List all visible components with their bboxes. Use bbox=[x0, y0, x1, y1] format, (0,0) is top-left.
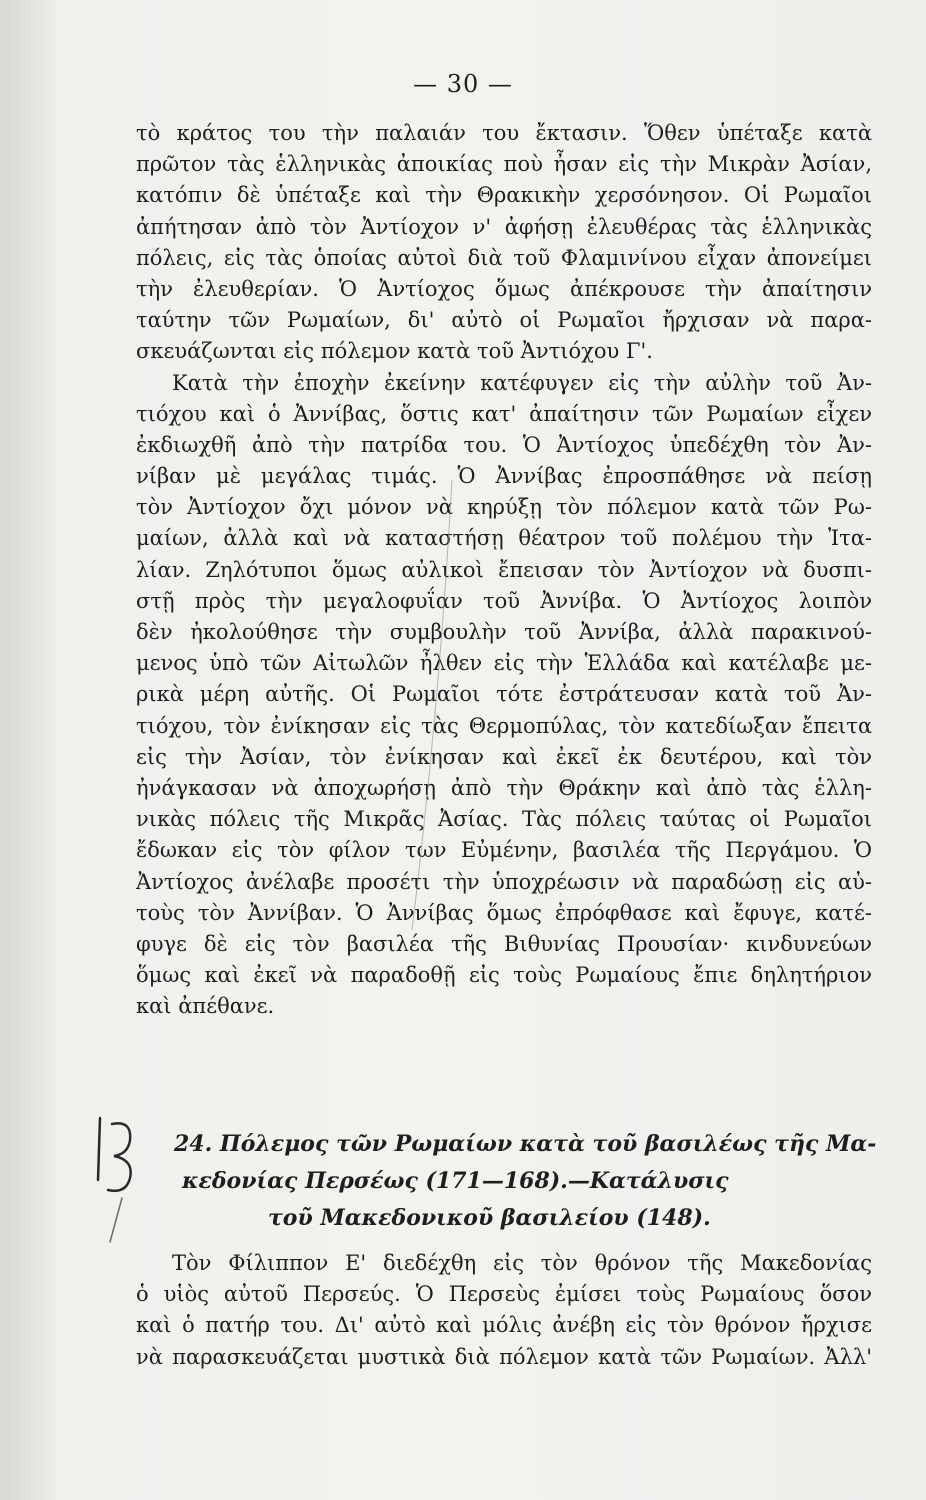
text-line: τὸν Ἀντίοχον ὄχι μόνον νὰ κηρύξῃ τὸν πόλεμον κατὰ τῶν Ρω- bbox=[136, 495, 872, 520]
text-line: πρῶτον τὰς ἑλληνικὰς ἀποικίας ποὺ ἦσαν εἰς τὴν Μικρὰν Ἀσίαν, bbox=[136, 152, 872, 177]
text-line: ἔδωκαν εἰς τὸν φίλον των Εὐμένην, βασιλέα τῆς Περγάμου. Ὁ bbox=[136, 838, 872, 863]
paragraph-2 bbox=[136, 368, 872, 1023]
text-line: νικὰς πόλεις τῆς Μικρᾶς Ἀσίας. Τὰς πόλεις ταύτας οἱ Ρωμαῖοι bbox=[136, 807, 872, 832]
text-line: Ἀντίοχος ἀνέλαβε προσέτι τὴν ὑποχρέωσιν νὰ παραδώσῃ εἰς αὐ- bbox=[136, 869, 872, 894]
text-line: στῇ πρὸς τὴν μεγαλοφυΐαν τοῦ Ἀννίβα. Ὁ Ἀντίοχος λοιπὸν bbox=[136, 588, 872, 613]
heading-line: 24. Πόλεμος τῶν Ρωμαίων κατὰ τοῦ βασιλέως τῆς Μα- bbox=[174, 1131, 877, 1157]
text-line: Τὸν Φίλιππον Ε' διεδέχθη εἰς τὸν θρόνον τῆς Μακεδονίας bbox=[172, 1251, 872, 1275]
text-line: ὅμως καὶ ἐκεῖ νὰ παραδοθῇ εἰς τοὺς Ρωμαίους ἔπιε δηλητήριον bbox=[136, 963, 872, 988]
text-line: καὶ ἀπέθανε. bbox=[136, 994, 275, 1019]
text-line: ταύτην τῶν Ρωμαίων, δι' αὐτὸ οἱ Ρωμαῖοι ἤρχισαν νὰ παρα- bbox=[136, 308, 872, 333]
text-line: φυγε δὲ εἰς τὸν βασιλέα τῆς Βιθυνίας Προυσίαν· κινδυνεύων bbox=[136, 931, 872, 956]
text-line: ὁ υἱὸς αὐτοῦ Περσεύς. Ὁ Περσεὺς ἐμίσει τοὺς Ρωμαίους ὅσον bbox=[136, 1282, 872, 1307]
text-line: Κατὰ τὴν ἐποχὴν ἐκείνην κατέφυγεν εἰς τὴν αὐλὴν τοῦ Ἀν- bbox=[172, 370, 872, 395]
text-line: καὶ ὁ πατήρ του. Δι' αὐτὸ καὶ μόλις ἀνέβη εἰς τὸν θρόνον ἤρχισε bbox=[136, 1313, 872, 1338]
text-line: τὸ κράτος του τὴν παλαιάν του ἔκτασιν. Ὅθεν ὑπέταξε κατὰ bbox=[136, 121, 872, 145]
paragraph-3 bbox=[136, 1248, 872, 1373]
text-line: ρικὰ μέρη αὐτῆς. Οἱ Ρωμαῖοι τότε ἐστράτευσαν κατὰ τοῦ Ἀν- bbox=[136, 682, 872, 707]
main-text bbox=[136, 118, 872, 1022]
text-line: τοὺς τὸν Ἀννίβαν. Ὁ Ἀννίβας ὅμως ἐπρόφθασε καὶ ἔφυγε, κατέ- bbox=[136, 900, 872, 925]
text-line: τιόχου καὶ ὁ Ἀννίβας, ὅστις κατ' ἀπαίτησιν τῶν Ρωμαίων εἶχεν bbox=[136, 401, 872, 426]
text-line: σκευάζωνται εἰς πόλεμον κατὰ τοῦ Ἀντιόχου Γ'. bbox=[136, 339, 653, 364]
heading-line: κεδονίας Περσέως (171—168).—Κατάλυσις bbox=[182, 1168, 729, 1194]
text-line: ἠνάγκασαν νὰ ἀποχωρήσῃ ἀπὸ τὴν Θράκην καὶ ἀπὸ τὰς ἑλλη- bbox=[136, 775, 872, 800]
page-fold-shadow bbox=[0, 0, 60, 1500]
text-line: δὲν ἠκολούθησε τὴν συμβουλὴν τοῦ Ἀννίβα, ἀλλὰ παρακινού- bbox=[136, 620, 872, 644]
text-line: ἐκδιωχθῆ ἀπὸ τὴν πατρίδα του. Ὁ Ἀντίοχος ὑπεδέχθη τὸν Ἀν- bbox=[136, 432, 872, 457]
text-line: νὰ παρασκευάζεται μυστικὰ διὰ πόλεμον κατὰ τῶν Ρωμαίων. Ἀλλ' bbox=[136, 1344, 872, 1369]
text-line: μενος ὑπὸ τῶν Αἰτωλῶν ἦλθεν εἰς τὴν Ἑλλάδα καὶ κατέλαβε με- bbox=[136, 651, 872, 676]
heading-line: τοῦ Μακεδονικοῦ βασιλείου (148). bbox=[268, 1205, 711, 1231]
text-line: τιόχου, τὸν ἐνίκησαν εἰς τὰς Θερμοπύλας, τὸν κατεδίωξαν ἔπειτα bbox=[136, 713, 872, 738]
text-line: κατόπιν δὲ ὑπέταξε καὶ τὴν Θρακικὴν χερσόνησον. Οἱ Ρωμαῖοι bbox=[136, 183, 872, 208]
text-line: εἰς τὴν Ἀσίαν, τὸν ἐνίκησαν καὶ ἐκεῖ ἐκ δευτέρου, καὶ τὸν bbox=[136, 744, 872, 769]
text-line: ἀπήτησαν ἀπὸ τὸν Ἀντίοχον ν' ἀφήσῃ ἐλευθέρας τὰς ἑλληνικὰς bbox=[136, 214, 872, 239]
section-heading bbox=[136, 1126, 877, 1237]
text-line: νίβαν μὲ μεγάλας τιμάς. Ὁ Ἀννίβας ἐπροσπάθησε νὰ πείσῃ bbox=[136, 464, 872, 489]
paragraph-1 bbox=[136, 118, 872, 368]
text-line: πόλεις, εἰς τὰς ὁποίας αὐτοὶ διὰ τοῦ Φλαμινίνου εἶχαν ἀπονείμει bbox=[136, 245, 872, 270]
text-line: τὴν ἐλευθερίαν. Ὁ Ἀντίοχος ὅμως ἀπέκρουσε τὴν ἀπαίτησιν bbox=[136, 276, 872, 301]
page-number: — 30 — bbox=[413, 70, 513, 98]
text-line: λίαν. Ζηλότυποι ὅμως αὐλικοὶ ἔπεισαν τὸν Ἀντίοχον νὰ δυσπι- bbox=[136, 557, 872, 582]
text-line: μαίων, ἀλλὰ καὶ νὰ καταστήσῃ θέατρον τοῦ πολέμου τὴν Ἰτα- bbox=[136, 526, 872, 551]
